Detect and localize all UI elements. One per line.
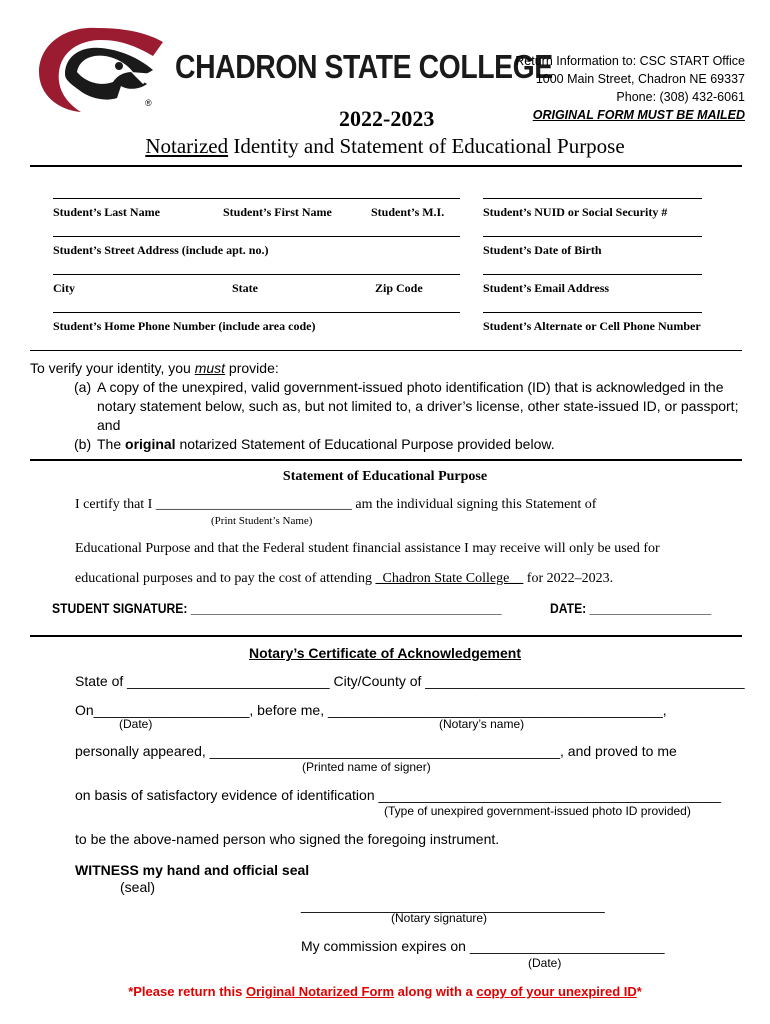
title-rest: Identity and Statement of Educational Purpose xyxy=(228,134,625,158)
page-title xyxy=(0,134,770,159)
student-signature-line[interactable]: STUDENT SIGNATURE: ______________________________________________ xyxy=(52,601,502,616)
city-line[interactable] xyxy=(53,274,460,275)
footer-form: Original Notarized Form xyxy=(245,984,395,999)
registered-mark: ® xyxy=(145,98,152,108)
notary-signature-line[interactable]: _______________________________________ xyxy=(301,897,605,913)
academic-year: 2022-2023 xyxy=(339,106,435,131)
email-label: Student’s Email Address xyxy=(483,281,610,295)
seal-label: (seal) xyxy=(120,879,156,895)
alt-phone-label: Student’s Alternate or Cell Phone Number xyxy=(483,319,701,333)
printed-signer-label: (Printed name of signer) xyxy=(302,760,431,774)
verify-intro-must: must xyxy=(194,360,226,376)
statement-line-1: I certify that I ____________________________ am the individual signing this Statement of xyxy=(75,497,597,512)
dob-label: Student’s Date of Birth xyxy=(483,243,602,257)
print-name-label: (Print Student’s Name) xyxy=(211,515,313,527)
footer-post: * xyxy=(636,984,642,999)
return-line-1: Return Information to: CSC START Office xyxy=(515,54,745,68)
verify-item-b xyxy=(30,435,742,454)
dob-line[interactable] xyxy=(483,236,702,237)
above-named-text: to be the above-named person who signed the foregoing instrument. xyxy=(75,831,500,847)
notary-name-label: (Notary’s name) xyxy=(439,717,525,731)
statement-line-3-pre: educational purposes and to pay the cost of attending xyxy=(75,571,376,586)
statement-school: _Chadron State College__ xyxy=(375,571,524,586)
appeared-line[interactable]: personally appeared, _____________________________________________, and proved to me xyxy=(75,743,677,759)
verify-section xyxy=(30,359,742,454)
last-name-label: Student’s Last Name xyxy=(53,205,160,219)
footer-pre: *Please return this xyxy=(128,984,246,999)
item-b-bold: original xyxy=(125,436,176,452)
state-label: State xyxy=(232,281,258,295)
first-name-label: Student’s First Name xyxy=(223,205,332,219)
college-name: CHADRON STATE COLLEGE xyxy=(175,48,553,85)
witness-text: WITNESS my hand and official seal xyxy=(75,862,310,878)
logo-area xyxy=(35,22,553,114)
name-line[interactable] xyxy=(53,198,460,199)
home-phone-line[interactable] xyxy=(53,312,460,313)
statement-line-2: Educational Purpose and that the Federal student financial assistance I may receive will only be used for xyxy=(75,541,660,556)
alt-phone-line[interactable] xyxy=(483,312,702,313)
item-b-mark: (b) xyxy=(74,436,92,452)
statement-line-3 xyxy=(75,571,613,587)
fields-rule xyxy=(30,350,742,351)
street-label: Student’s Street Address (include apt. no.) xyxy=(53,243,269,257)
nuid-label: Student’s NUID or Social Security # xyxy=(483,205,668,219)
notary-title: Notary’s Certificate of Acknowledgement xyxy=(248,645,522,661)
verify-intro-post: provide: xyxy=(225,360,279,376)
state-county-line[interactable]: State of __________________________ City/County of _________________________________________ xyxy=(75,673,745,689)
evidence-line[interactable]: on basis of satisfactory evidence of identification ____________________________________________ xyxy=(75,787,722,803)
commission-line[interactable]: My commission expires on _________________________ xyxy=(301,938,665,954)
return-line-2: 1000 Main Street, Chadron NE 69337 xyxy=(535,72,745,86)
item-a-mark: (a) xyxy=(74,379,92,395)
statement-line-3-post: for 2022–2023. xyxy=(523,571,614,586)
commission-date-label: (Date) xyxy=(528,956,562,970)
street-line[interactable] xyxy=(53,236,460,237)
nuid-line[interactable] xyxy=(483,198,702,199)
verify-item-a xyxy=(30,378,742,435)
zip-label: Zip Code xyxy=(375,281,423,295)
verify-intro-pre: To verify your identity, you xyxy=(30,360,195,376)
notary-top-rule xyxy=(30,635,742,637)
city-label: City xyxy=(53,281,75,295)
title-rule xyxy=(30,165,742,167)
footer-mid: along with a xyxy=(394,984,477,999)
footer-notice xyxy=(0,984,770,999)
title-notarized: Notarized xyxy=(145,134,229,158)
mi-label: Student’s M.I. xyxy=(371,205,445,219)
email-line[interactable] xyxy=(483,274,702,275)
return-line-3: Phone: (308) 432-6061 xyxy=(616,90,745,104)
verify-intro xyxy=(30,359,742,378)
footer-copy: copy of your unexpired ID xyxy=(476,984,637,999)
on-date-line[interactable]: On____________________, before me, ___________________________________________, xyxy=(75,702,667,718)
item-b-post: notarized Statement of Educational Purpose provided below. xyxy=(175,436,555,452)
statement-top-rule xyxy=(30,459,742,461)
signature-date-line[interactable]: DATE: __________________ xyxy=(550,601,712,616)
notary-signature-label: (Notary signature) xyxy=(391,911,488,925)
home-phone-label: Student’s Home Phone Number (include area code) xyxy=(53,319,316,333)
item-a-text: A copy of the unexpired, valid government-issued photo identification (ID) that is acknowledged in the notary statement below, such as, but not limited to, a driver’s license, other state-issued ID, or passport; and xyxy=(97,379,739,433)
must-mail-notice: ORIGINAL FORM MUST BE MAILED xyxy=(532,108,745,122)
id-type-label: (Type of unexpired government-issued photo ID provided) xyxy=(384,804,691,818)
statement-heading: Statement of Educational Purpose xyxy=(282,469,488,484)
return-info xyxy=(515,52,745,124)
date-label: (Date) xyxy=(119,717,153,731)
item-b-pre: The xyxy=(97,436,126,452)
